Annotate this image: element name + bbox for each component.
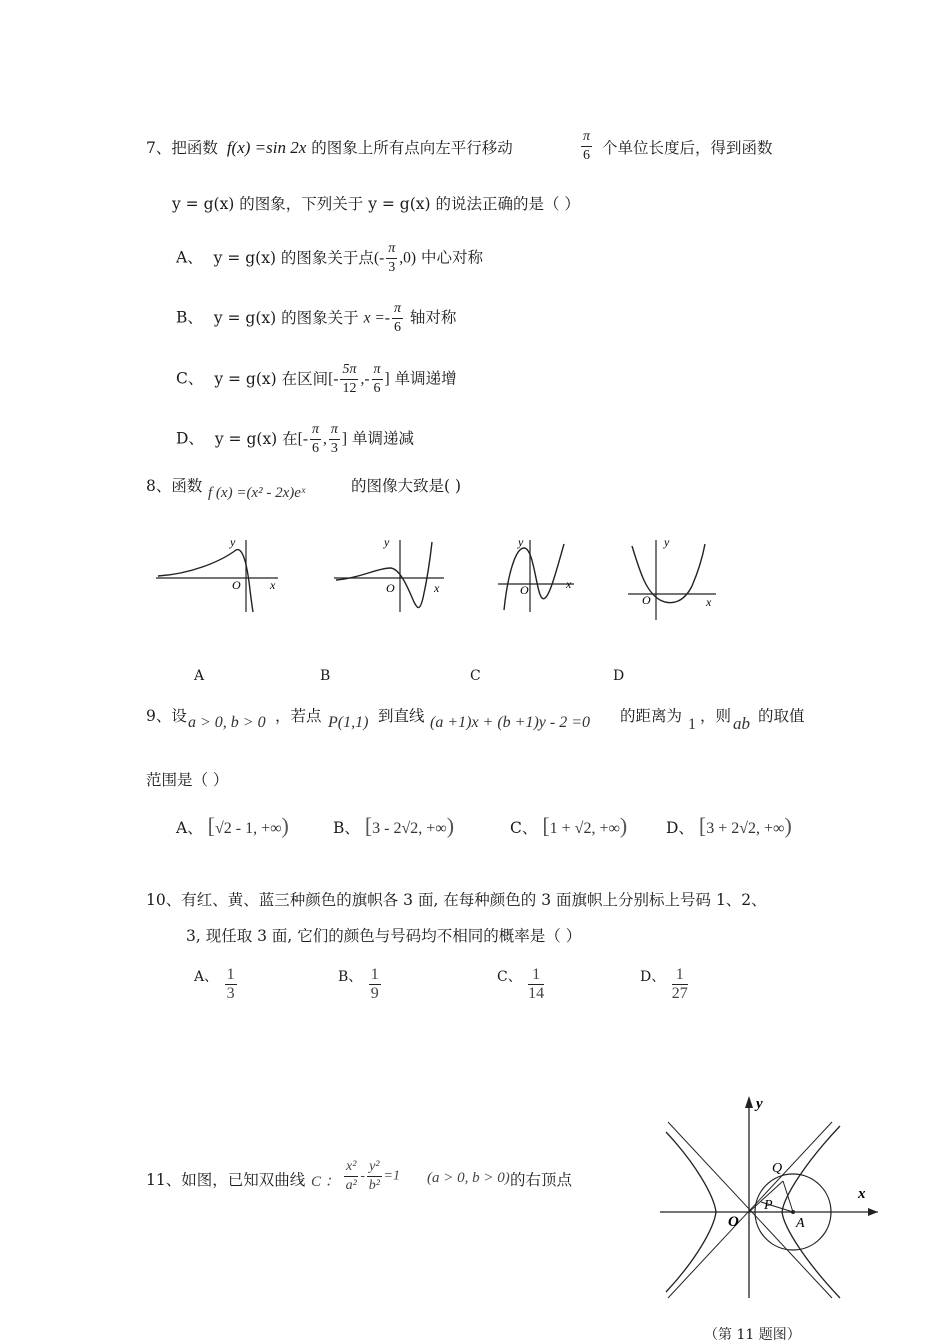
q9-option-b-expr: 3 - 2√2, +∞ xyxy=(372,820,447,837)
q9-option-d-rparen: ) xyxy=(784,813,792,838)
q7-option-b-math: x =- xyxy=(363,309,390,327)
q7-option-a-den: 3 xyxy=(388,260,396,275)
q11-x-label: x xyxy=(858,1186,866,1202)
q7-option-c-math2: ] xyxy=(384,370,390,388)
q9-option-b-rparen: ) xyxy=(446,813,455,838)
q10-option-b-label: B、 xyxy=(338,969,363,985)
q10-option-b-den: 9 xyxy=(370,985,379,1002)
q11-minus: - xyxy=(360,1168,366,1184)
q7-function: f(x) =sin 2x xyxy=(226,138,307,157)
q7-option-a-num: π xyxy=(386,240,397,259)
q7-option-c-num: 5π xyxy=(340,361,358,380)
q9-option-c xyxy=(510,813,627,839)
q8-a-x-label: x xyxy=(270,578,276,592)
q8-a-y-label: y xyxy=(230,535,236,549)
q9-option-b-lbracket: [ xyxy=(364,813,373,838)
q7-option-c-text: y = g(x) 在区间 xyxy=(214,369,329,388)
q7-option-b-num: π xyxy=(392,300,403,319)
q8-b-o-label: O xyxy=(386,581,395,595)
q9-option-c-expr: 1 + √2, +∞ xyxy=(549,820,620,837)
q9-condition: a > 0, b > 0 xyxy=(188,714,266,731)
q7-option-c-label: C、 xyxy=(176,369,204,388)
q9-line-equation: (a +1)x + (b +1)y - 2 =0 xyxy=(430,714,591,731)
q9-prefix: 9、设 xyxy=(146,707,187,725)
q7-option-c-den2: 6 xyxy=(373,381,381,396)
q11-frac1-num: x² xyxy=(344,1158,358,1177)
q7-option-d-mid: , xyxy=(323,430,327,448)
q9-option-b xyxy=(333,813,454,839)
q8-b-y-label: y xyxy=(384,535,390,549)
q11-c: C ： xyxy=(311,1174,340,1190)
q11-o-label: O xyxy=(728,1214,739,1230)
q9-option-b-label: B、 xyxy=(333,819,360,837)
q9-option-d-expr: 3 + 2√2, +∞ xyxy=(706,820,785,837)
q7-option-d-math: [- xyxy=(297,430,308,448)
q11-p-label: P xyxy=(764,1198,773,1213)
q10-option-a-label: A、 xyxy=(194,969,219,985)
q7-mid-text: 的图象上所有点向左平行移动 xyxy=(311,139,513,157)
q9-option-c-rparen: ) xyxy=(619,813,628,838)
q7-option-d-num2: π xyxy=(329,421,340,440)
q10-option-c-label: C、 xyxy=(497,969,522,985)
q11-eq: =1 xyxy=(383,1168,400,1184)
q8-graphs xyxy=(150,532,730,647)
q10-line2: 3, 现任取 3 面, 它们的颜色与号码均不相同的概率是（ ） xyxy=(186,927,582,945)
q11-frac2-den: b² xyxy=(368,1178,380,1193)
q11-frac1-den: a² xyxy=(345,1178,357,1193)
q7-option-c-mid: ,- xyxy=(360,370,370,388)
q8-choice-d: D xyxy=(613,668,625,684)
q11-frac2-num: y² xyxy=(367,1158,381,1177)
q7-option-a-math: (- xyxy=(373,249,385,267)
q7-option-b-post: 轴对称 xyxy=(409,308,457,327)
q7-suffix: 个单位长度后，得到函数 xyxy=(602,139,773,157)
q10-option-a-num: 1 xyxy=(226,966,235,983)
q11-figure xyxy=(656,1092,886,1302)
q7-shift-fraction xyxy=(579,128,594,165)
q9-option-a-expr: √2 - 1, +∞ xyxy=(214,820,282,837)
q8-choice-c: C xyxy=(470,668,481,684)
q8-d-o-label: O xyxy=(642,593,651,607)
q10-option-d-den: 27 xyxy=(671,985,688,1002)
q7-option-a xyxy=(176,240,483,277)
q7-option-d-den2: 3 xyxy=(330,441,338,456)
q9-line2: 范围是（ ） xyxy=(146,771,229,789)
q11-condition: (a > 0, b > 0) xyxy=(427,1170,510,1186)
q9-option-a xyxy=(176,813,289,839)
q7-option-c xyxy=(176,361,457,398)
q10-line1: 10、有红、黄、蓝三种颜色的旗帜各 3 面, 在每种颜色的 3 面旗帜上分别标上号码 1、2、 xyxy=(146,891,767,909)
q9-text5: 的取值 xyxy=(758,707,805,725)
q10-option-c-den: 14 xyxy=(528,985,545,1002)
q8-choice-a: A xyxy=(194,668,205,684)
q7-option-c-math: [- xyxy=(328,370,339,388)
q7-option-a-text: y = g(x) 的图象关于点 xyxy=(213,248,374,267)
q9-option-a-label: A、 xyxy=(176,819,203,837)
q9-text2: 到直线 xyxy=(378,707,425,725)
q7-prefix: 7、把函数 xyxy=(146,139,218,157)
q10-option-c-num: 1 xyxy=(528,966,544,985)
q9-distance: 1 xyxy=(688,716,696,733)
q7-option-a-label: A、 xyxy=(176,248,203,267)
q7-option-b xyxy=(176,300,456,337)
q9-option-a-rparen: ) xyxy=(281,813,289,838)
q8-graph-c xyxy=(498,535,574,612)
q8-graph-a xyxy=(156,535,278,612)
q9-point: P(1,1) xyxy=(328,714,369,731)
q7-option-b-label: B、 xyxy=(176,308,203,327)
q8-suffix: 的图像大致是( ) xyxy=(351,477,462,495)
q7-option-b-den: 6 xyxy=(393,320,401,335)
q7-frac-den: 6 xyxy=(583,148,590,163)
q11-y-label: y xyxy=(756,1096,763,1112)
q7-option-d-text: y = g(x) 在 xyxy=(214,429,298,448)
q7-option-b-text: y = g(x) 的图象关于 xyxy=(213,308,359,327)
q9-option-d-lbracket: [ xyxy=(698,813,707,838)
q9-text4: ，则 xyxy=(700,707,732,725)
q8-prefix: 8、函数 xyxy=(146,477,203,495)
q11-prefix: 11、如图，已知双曲线 xyxy=(146,1171,306,1189)
q7-option-c-post: 单调递增 xyxy=(394,369,457,388)
q9-option-c-lbracket: [ xyxy=(542,813,550,838)
q8-graph-d xyxy=(628,535,716,620)
q8-c-y-label: y xyxy=(518,535,524,549)
q7-line2: y = g(x) 的图象，下列关于 y = g(x) 的说法正确的是（ ） xyxy=(172,195,580,213)
q8-d-y-label: y xyxy=(664,535,670,549)
q11-equation xyxy=(342,1158,400,1195)
q7-option-c-num2: π xyxy=(372,361,383,380)
q10-option-c xyxy=(497,966,546,1003)
q9-option-c-label: C、 xyxy=(510,819,538,837)
q8-a-o-label: O xyxy=(232,578,241,592)
q7-frac-num: π xyxy=(581,128,592,147)
q11-caption: （第 11 题图） xyxy=(704,1327,801,1343)
q7-option-d-den: 6 xyxy=(312,441,319,456)
q8-d-x-label: x xyxy=(706,595,712,609)
q11-q-label: Q xyxy=(772,1161,783,1176)
q10-option-d-num: 1 xyxy=(672,966,688,985)
q9-option-d-label: D、 xyxy=(666,819,694,837)
q9-text1: ，若点 xyxy=(275,707,322,725)
q7-option-d xyxy=(176,421,414,458)
q8-c-o-label: O xyxy=(520,583,529,597)
q7-option-c-den: 12 xyxy=(342,381,357,396)
q10-option-b xyxy=(338,966,383,1003)
q7-option-d-math2: ] xyxy=(341,430,348,448)
q8-choice-b: B xyxy=(320,668,331,684)
q7-option-d-post: 单调递减 xyxy=(352,429,415,448)
q9-ab: ab xyxy=(733,714,750,733)
q9-option-d xyxy=(666,813,792,839)
q7-option-d-label: D、 xyxy=(176,429,204,448)
q7-option-d-num: π xyxy=(310,421,321,440)
q9-option-a-lbracket: [ xyxy=(207,813,215,838)
q10-option-a-den: 3 xyxy=(226,985,235,1002)
q10-option-a xyxy=(194,966,239,1003)
q11-a-label: A xyxy=(796,1216,805,1231)
q10-option-b-num: 1 xyxy=(370,966,379,983)
q7-option-a-post: 中心对称 xyxy=(421,248,484,267)
q11-suffix: 的右顶点 xyxy=(510,1171,573,1189)
q10-option-d xyxy=(640,966,690,1003)
q8-b-x-label: x xyxy=(434,581,440,595)
q9-text3: 的距离为 xyxy=(620,707,683,725)
q7-option-a-math2: ,0) xyxy=(399,249,417,267)
q10-option-d-label: D、 xyxy=(640,969,666,985)
q8-c-x-label: x xyxy=(566,577,572,591)
q8-graph-b xyxy=(334,535,444,612)
q7-line1 xyxy=(146,136,513,158)
q8-function: f (x) =(x² - 2x)eˣ xyxy=(208,485,306,501)
